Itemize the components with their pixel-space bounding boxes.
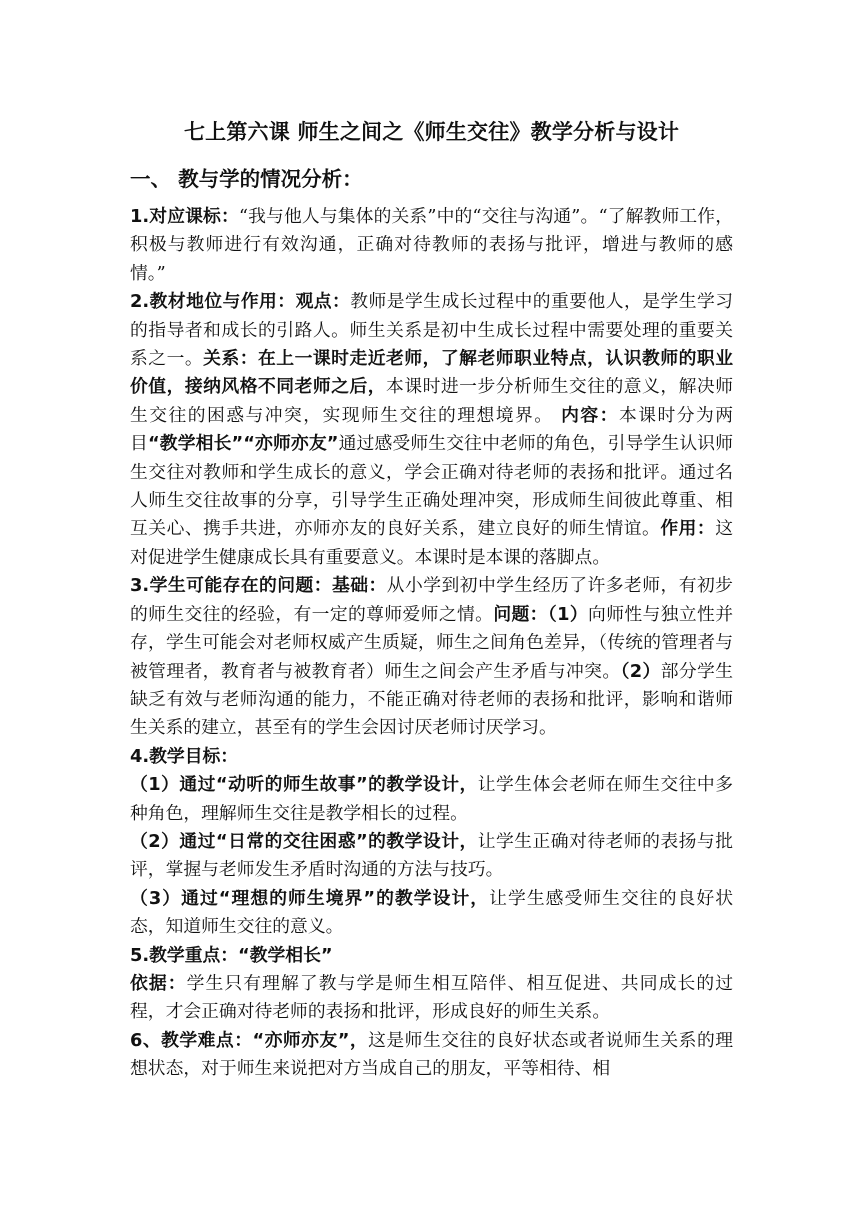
goal-item — [130, 828, 733, 885]
text-curriculum-standard: “我与他人与集体的关系”中的“交往与沟通”。“了解教师工作，积极与教师进行有效沟通，正确对待教师的表扬与批评，增进与教师的感情。” — [130, 206, 733, 284]
keyword-problems: 问题：（1） — [493, 603, 589, 625]
goal-label: （1）通过“动听的师生故事”的教学设计， — [130, 774, 478, 796]
text-difficulty: 这是师生交往的良好状态或者说师生关系的理想状态，对于师生来说把对方当成自己的朋友，平等相待、相 — [130, 1029, 733, 1080]
label-key-point: 5.教学重点：“教学相长” — [130, 944, 333, 966]
goal-text: 让学生感受师生交往的良好状态，知道师生交往的意义。 — [130, 887, 733, 938]
goal-text: 让学生体会老师在师生交往中多种角色，理解师生交往是教学相长的过程。 — [130, 774, 733, 824]
document-title: 七上第六课 师生之间之《师生交往》教学分析与设计 — [183, 120, 680, 144]
keyword-function: 作用： — [660, 518, 716, 540]
keyword-content: 内容： — [553, 404, 619, 426]
keyword-problem-2: （2） — [620, 660, 661, 682]
text-content-intro: 本课时分为两目 — [130, 404, 733, 455]
label-curriculum-standard: 1.对应课标： — [130, 206, 239, 227]
label-basis: 依据： — [130, 972, 187, 994]
text-relation: 本课时进一步分析师生交往的意义，解决师生交往的困惑与冲突，实现师生交往的理想境界。 — [130, 376, 733, 426]
text-function: 这对促进学生健康成长具有重要意义。本课时是本课的落脚点。 — [130, 518, 733, 568]
paragraph-textbook-role — [130, 288, 733, 572]
label-textbook-role: 2.教材地位与作用： — [130, 291, 296, 313]
keyword-relation: 关系：在上一课时走近老师，了解老师职业特点，认识教师的职业价值，接纳风格不同老师之后， — [130, 348, 733, 398]
paragraph-student-problems — [130, 572, 733, 742]
keyword-two-sections: “教学相长”“亦师亦友” — [147, 433, 339, 455]
text-basis: 从小学到初中学生经历了许多老师，有初步的师生交往的经验，有一定的尊师爱师之情。 — [130, 575, 733, 625]
goal-label: （3）通过“理想的师生境界”的教学设计， — [130, 887, 490, 909]
document-page — [130, 110, 733, 1084]
goal-item — [130, 771, 733, 828]
label-difficulty: 6、教学难点：“亦师亦友”， — [130, 1029, 369, 1051]
text-problem-1: 向师性与独立性并存，学生可能会对老师权威产生质疑，师生之间角色差异，（传统的管理者与被管理者，教育者与被教育者）师生之间会产生矛盾与冲突。 — [130, 603, 733, 682]
section-heading: 一、 教与学的情况分析： — [130, 167, 363, 191]
keyword-viewpoint: 观点： — [295, 291, 351, 313]
keyword-basis: 基础： — [332, 575, 387, 597]
label-student-problems: 3.学生可能存在的问题： — [130, 575, 333, 597]
goal-text: 让学生正确对待老师的表扬与批评，掌握与老师发生矛盾时沟通的方法与技巧。 — [130, 830, 733, 881]
goal-label: （2）通过“日常的交往困惑”的教学设计， — [130, 830, 478, 852]
paragraph-key-point-basis — [130, 970, 733, 1027]
paragraph-curriculum-standard — [130, 203, 733, 288]
paragraph-difficulty — [130, 1027, 733, 1084]
text-content: 通过感受师生交往中老师的角色，引导学生认识师生交往对教师和学生成长的意义，学会正确对待老师的表扬和批评。通过名人师生交往故事的分享，引导学生正确处理冲突，形成师生间彼此尊重、相互关心、携手共进，亦师亦友的良好关系，建立良好的师生情谊。 — [130, 433, 733, 540]
label-teaching-goals: 4.教学目标： — [130, 745, 239, 767]
text-viewpoint: 教师是学生成长过程中的重要他人，是学生学习的指导者和成长的引路人。师生关系是初中生成长过程中需要处理的重要关系之一。 — [130, 291, 733, 370]
paragraph-teaching-goals — [130, 743, 733, 771]
text-key-point-basis: 学生只有理解了教与学是师生相互陪伴、相互促进、共同成长的过程，才会正确对待老师的表扬和批评，形成良好的师生关系。 — [130, 972, 733, 1023]
text-problem-2: 部分学生缺乏有效与老师沟通的能力，不能正确对待老师的表扬和批评，影响和谐师生关系的建立，甚至有的学生会因讨厌老师讨厌学习。 — [130, 660, 733, 739]
paragraph-key-point — [130, 942, 733, 970]
goal-item — [130, 885, 733, 942]
